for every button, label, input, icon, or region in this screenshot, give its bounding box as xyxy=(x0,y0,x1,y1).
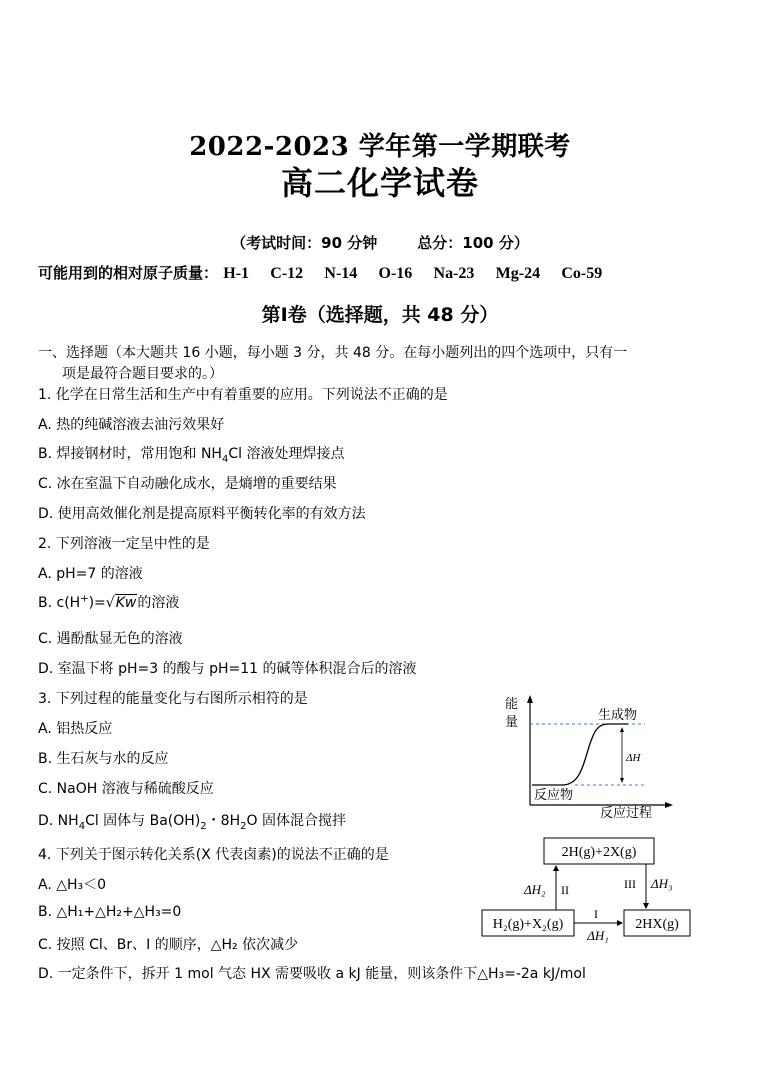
dh1-label: ΔH₁ xyxy=(587,928,609,943)
reactant-label: 反应物 xyxy=(534,788,574,803)
q1-option-c: C. 冰在室温下自动融化成水，是熵增的重要结果 xyxy=(38,476,337,492)
atomic-masses xyxy=(38,262,618,283)
q3-d-end: O 固体混合搅拌 xyxy=(246,813,346,829)
q1-b-pre: B. 焊接钢材时，常用饱和 NH xyxy=(38,446,222,462)
mass-c: C-12 xyxy=(270,265,304,282)
dh-arrow-up-icon xyxy=(620,727,624,732)
q3-option-c: C. NaOH 溶液与稀硫酸反应 xyxy=(38,781,214,797)
q4-option-d: D. 一定条件下，拆开 1 mol 气态 HX 需要吸收 a kJ 能量，则该条件下△H₃=-2a kJ/mol xyxy=(38,966,586,982)
mass-n: N-14 xyxy=(324,265,358,282)
q2-option-a: A. pH=7 的溶液 xyxy=(38,566,143,582)
step3-label: III xyxy=(624,877,636,891)
q3-d-sub: 4 xyxy=(78,820,86,832)
q1-b-sub: 4 xyxy=(221,453,229,465)
exam-title-line1: 2022-2023 学年第一学期联考 xyxy=(189,132,571,162)
q1-b-post: Cl 溶液处理焊接点 xyxy=(228,446,345,462)
q4-option-c: C. 按照 Cl、Br、I 的顺序，△H₂ 依次减少 xyxy=(38,937,299,953)
q3-stem: 3. 下列过程的能量变化与右图所示相符的是 xyxy=(38,691,308,707)
q4-option-b: B. △H₁+△H₂+△H₃=0 xyxy=(38,904,182,920)
section-title: 第Ⅰ卷（选择题，共 48 分） xyxy=(261,304,499,326)
mass-co: Co-59 xyxy=(561,265,603,282)
mass-o: O-16 xyxy=(378,265,413,282)
hess-cycle-diagram xyxy=(478,836,708,946)
mass-na: Na-23 xyxy=(433,265,475,282)
q2-option-b xyxy=(38,592,179,612)
dh-arrow-down-icon xyxy=(620,778,624,783)
energy-curve xyxy=(532,724,628,785)
q2-option-d: D. 室温下将 pH=3 的酸与 pH=11 的碱等体积混合后的溶液 xyxy=(38,661,417,677)
dh2-label: ΔH₂ xyxy=(524,882,546,897)
q2-option-c: C. 遇酚酞显无色的溶液 xyxy=(38,631,183,647)
mass-mg: Mg-24 xyxy=(495,265,541,282)
atomic-masses-label: 可能用到的相对原子质量： xyxy=(38,264,219,282)
q3-option-a: A. 铝热反应 xyxy=(38,721,113,737)
q3-option-d xyxy=(38,810,346,832)
q3-d-pre: D. NH xyxy=(38,813,79,829)
section-intro-line2: 项是最符合题目要求的。） xyxy=(62,366,223,382)
q1-option-a: A. 热的纯碱溶液去油污效果好 xyxy=(38,417,225,433)
q2-b-post: 的溶液 xyxy=(137,595,180,611)
exam-title-line2: 高二化学试卷 xyxy=(280,164,479,202)
exam-info xyxy=(0,232,760,253)
q1-option-d: D. 使用高效催化剂是提高原料平衡转化率的有效方法 xyxy=(38,506,366,522)
q3-d-mid: Cl 固体与 Ba(OH) xyxy=(85,813,201,829)
left-box-label: H₂(g)+X₂(g) xyxy=(492,917,564,932)
exam-time: （考试时间：90 分钟 xyxy=(231,234,378,252)
q4-option-a: A. △H₃＜0 xyxy=(38,877,107,893)
sqrt-icon: √ xyxy=(105,595,115,611)
q2-b-mid: )= xyxy=(88,595,106,611)
step1-label: I xyxy=(594,907,598,921)
right-box-label: 2HX(g) xyxy=(635,917,679,932)
q2-b-sqrt: Kw xyxy=(115,595,137,611)
q2-b-sup: + xyxy=(80,593,89,605)
q4-stem: 4. 下列关于图示转化关系(X 代表卤素)的说法不正确的是 xyxy=(38,847,389,863)
top-box-label: 2H(g)+2X(g) xyxy=(561,845,637,860)
product-label: 生成物 xyxy=(598,708,638,723)
step2-label: II xyxy=(561,883,569,897)
step2-arrow-icon xyxy=(553,865,559,871)
q1-option-b xyxy=(38,443,344,465)
step3-arrow-icon xyxy=(643,903,649,909)
q1-stem: 1. 化学在日常生活和生产中有着重要的应用。下列说法不正确的是 xyxy=(38,387,448,403)
q2-b-pre: B. c(H xyxy=(38,595,81,611)
q2-stem: 2. 下列溶液一定呈中性的是 xyxy=(38,536,210,552)
q3-option-b: B. 生石灰与水的反应 xyxy=(38,751,169,767)
q3-d-sub2: 2 xyxy=(200,820,207,832)
section-intro-line1: 一、选择题（本大题共 16 小题，每小题 3 分，共 48 分。在每小题列出的四个选项中，只有一 xyxy=(38,345,628,361)
y-label-1: 能 xyxy=(505,697,519,712)
y-label-2: 量 xyxy=(505,715,519,730)
total-score: 总分：100 分） xyxy=(417,234,529,252)
q3-d-post: ・8H xyxy=(206,813,241,829)
x-label: 反应过程 xyxy=(600,806,653,820)
dh3-label: ΔH₃ xyxy=(651,876,673,891)
dh-label: ΔH xyxy=(626,752,641,764)
x-axis-arrow-icon xyxy=(665,802,673,808)
step1-arrow-icon xyxy=(617,920,623,926)
q3-d-sub3: 2 xyxy=(240,820,247,832)
energy-diagram xyxy=(500,690,675,820)
y-axis-arrow-icon xyxy=(527,695,533,703)
mass-h: H-1 xyxy=(223,265,250,282)
